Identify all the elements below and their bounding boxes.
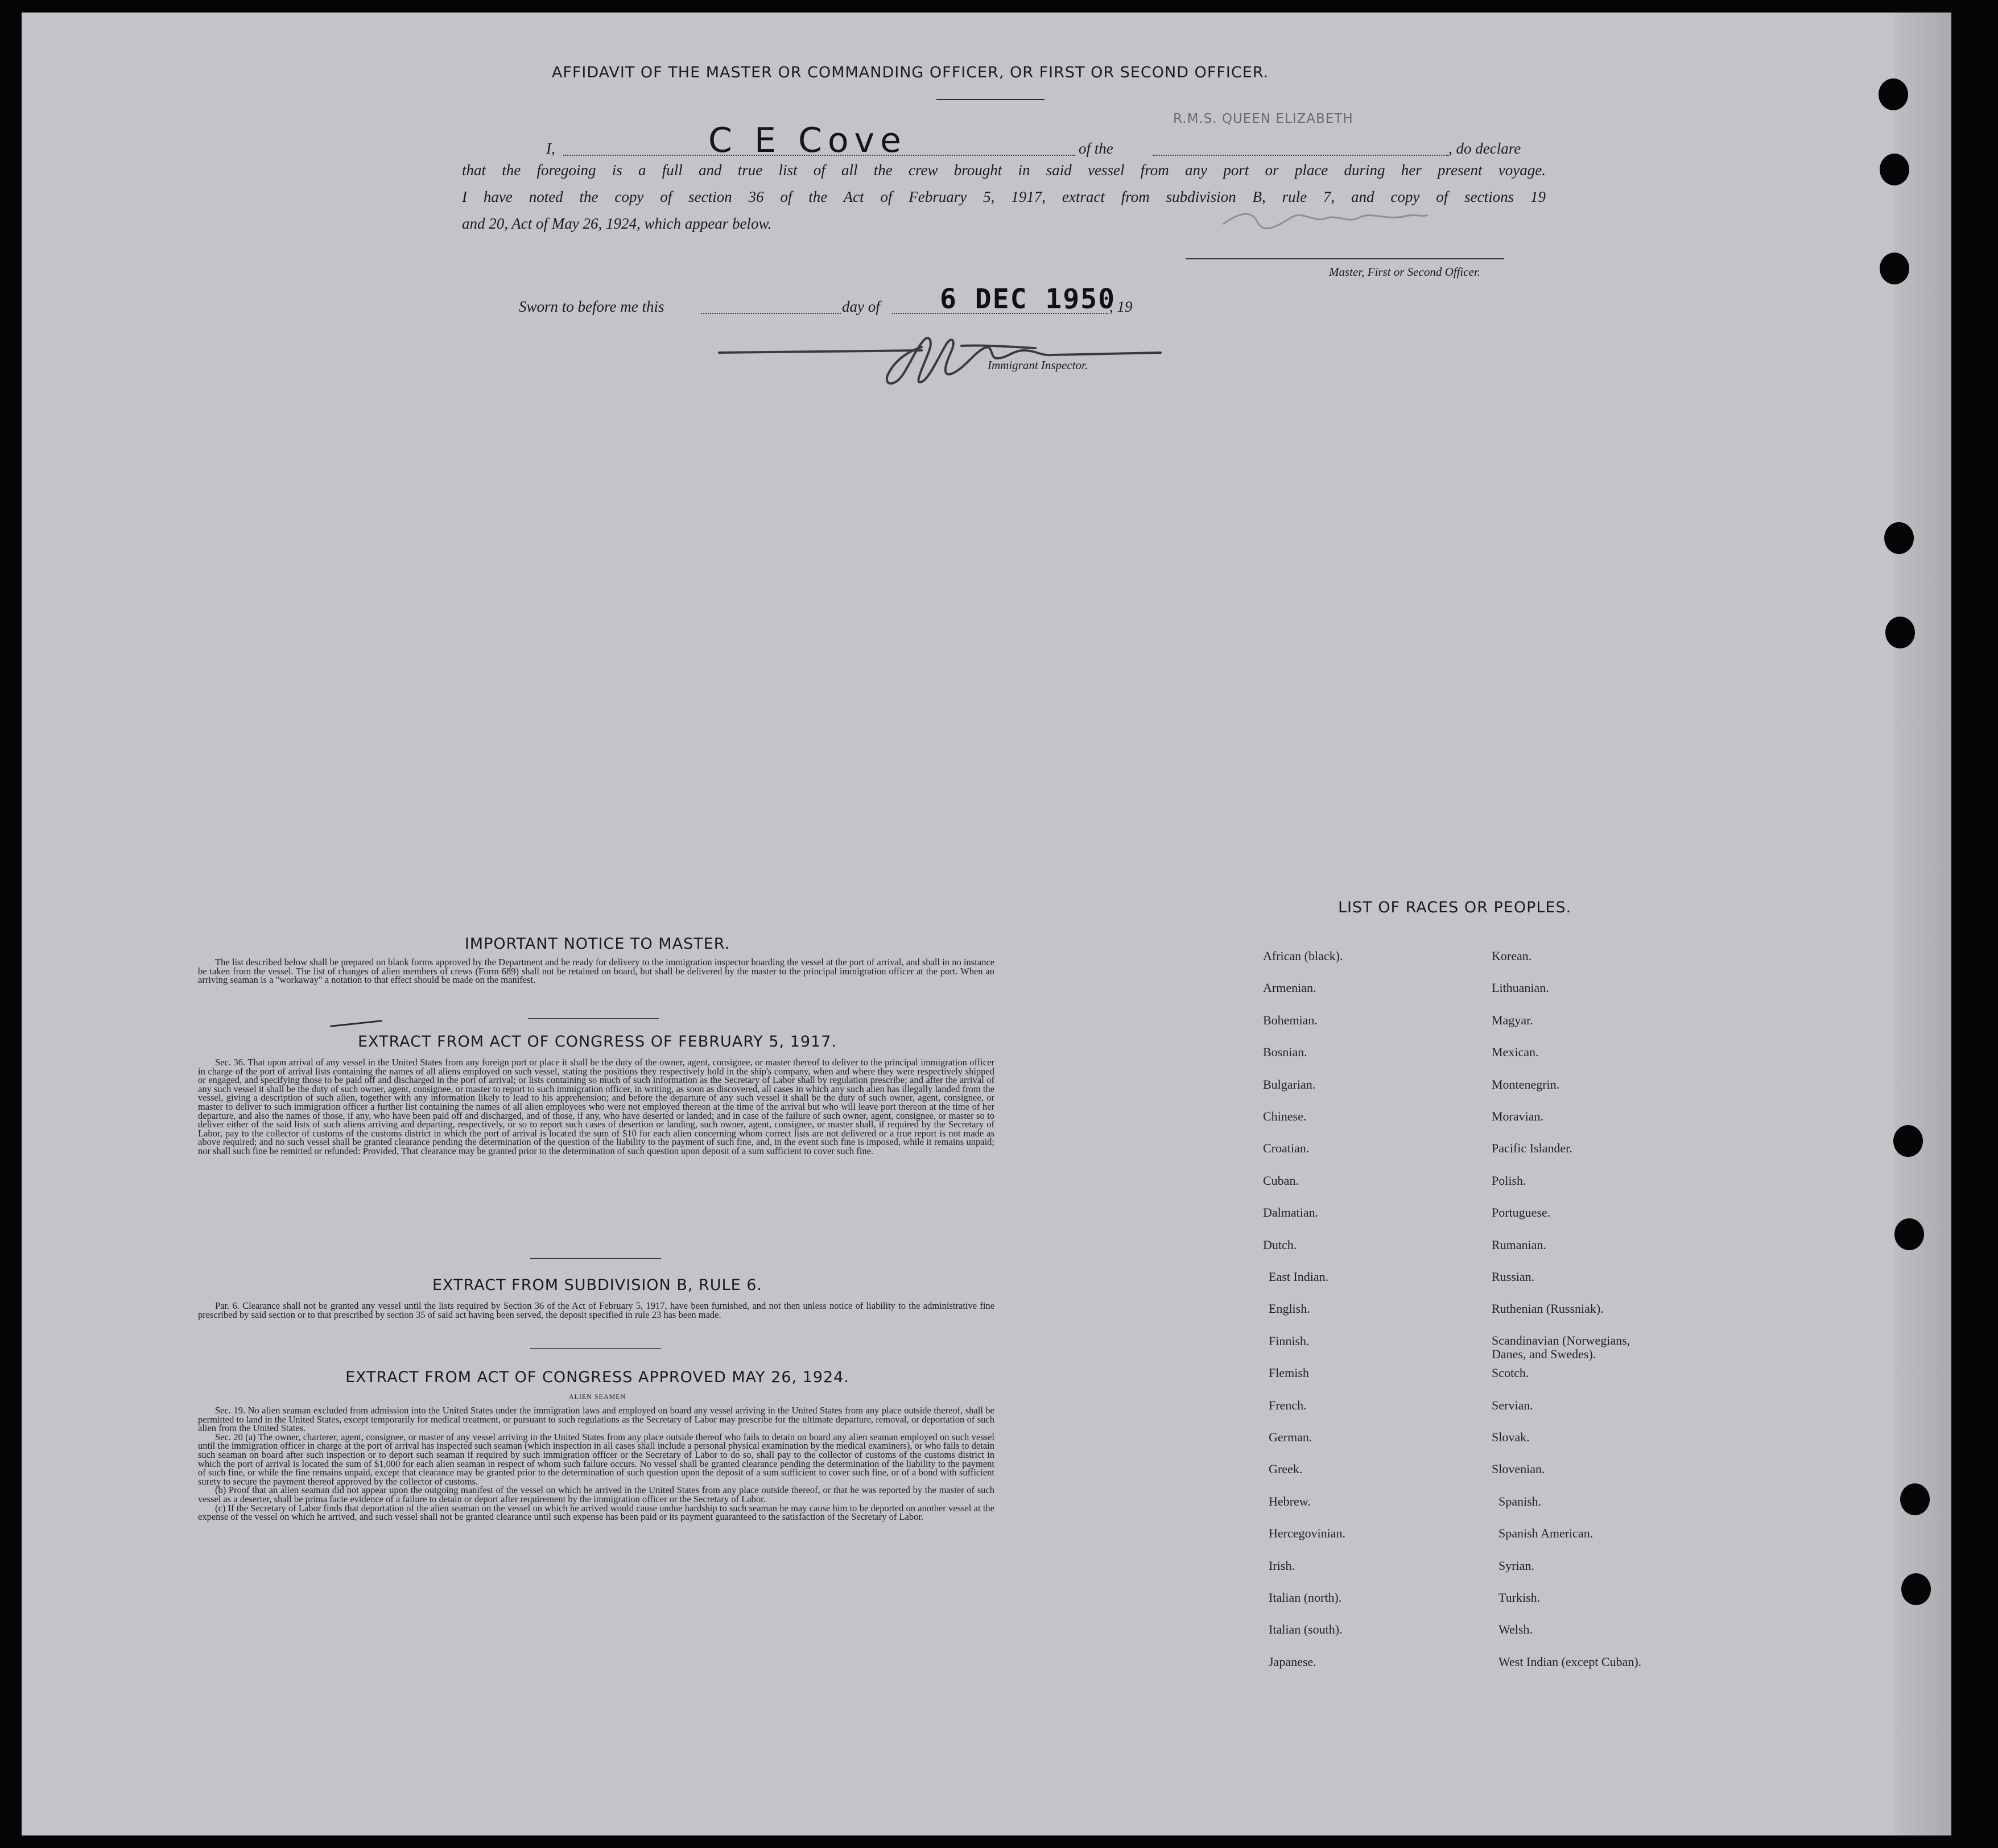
signature-label: Master, First or Second Officer. [1329, 265, 1480, 279]
race-item: Armenian. [1263, 981, 1316, 995]
day-blank [701, 313, 841, 314]
race-item: West Indian (except Cuban). [1498, 1654, 1642, 1669]
i-label: I, [546, 140, 555, 157]
extract-1924-body [198, 1406, 994, 1522]
race-item: Dalmatian. [1263, 1205, 1319, 1220]
race-item: Moravian. [1492, 1109, 1544, 1123]
race-item: Korean. [1492, 949, 1532, 963]
race-item: Spanish American. [1498, 1526, 1594, 1541]
race-item: Ruthenian (Russniak). [1492, 1301, 1604, 1316]
master-name-handwritten: C E Cove [708, 121, 907, 160]
extract-1917-paragraph: Sec. 36. That upon arrival of any vessel in the United States from any foreign port or place it shall be the duty of the owner, agent, consignee, or master thereof to deliver to the principal immigration officer in charge of the port of arrival lists containing the names of all aliens employed on such vessel, stating the positions they respectively hold in the ship's company, when and where they were respectively shipped or engaged, and specifying those to be paid off and discharged in the port of arrival; or lists containing so much of such information as the Secretary of Labor shall by regulation prescribe; and after the arrival of any such vessel it shall be the duty of such owner, agent, consignee, or master to report to such immigration officer, in writing, as soon as discovered, all cases in which any such alien has illegally landed from the vessel, giving a description of such alien, together with any information likely to lead to his apprehension; and before the departure of any such vessel it shall be the duty of such owner, agent, consignee, or master to deliver to such immigration officer a further list containing the names of all alien employees who were not employed thereon at the time of the arrival but who will leave port thereon at the time of her departure, and also the names of those, if any, who have been paid off and discharged, and of those, if any, who have deserted or landed; and in case of the failure of such owner, agent, consignee, or master so to deliver either of the said lists of such aliens arriving and departing, respectively, or so to report such cases of desertion or landing, such owner, agent, consignee, or master shall, if required by the Secretary of Labor, pay to the collector of customs of the customs district in which the port of arrival is located the sum of $10 for each alien concerning whom correct lists are not delivered or a true report is not made as above required; and no such vessel shall be granted clearance pending the determination of the question of the liability to the payment of such fine, and, in the event such fine is imposed, while it remains unpaid; nor shall such fine be remitted or refunded: Provided, That clearance may be granted prior to the determination of such question upon deposit of a sum sufficient to cover such fine. [198, 1057, 994, 1156]
section-20c-paragraph: (c) If the Secretary of Labor finds that deportation of the alien seaman on the vessel on which he arrived would cause undue hardship to such seaman he may cause him to be deported on another vessel at the expense of the vessel on which he arrived, and such vessel shall not be granted clearance until such expense has been paid or its payment guaranteed to the satisfaction of the Secretary of Labor. [198, 1502, 994, 1523]
race-item: Dutch. [1263, 1237, 1297, 1252]
section-20a-paragraph: Sec. 20 (a) The owner, charterer, agent, consignee, or master of any vessel arriving in the United States from any place outside thereof who fails to detain on board any alien seaman employed on such vessel until the immigration officer in charge at the port of arrival has inspected such seaman (which inspection in all cases shall include a personal physical examination by the medical examiners), or who fails to detain such seaman on board after such inspection or to deport such seaman if required by such immigration officer or the Secretary of Labor to do so, shall pay to the collector of customs of the customs district in which the port of arrival is located the sum of $1,000 for each alien seaman in respect of whom such failure occurs. No vessel shall be granted clearance pending the determination of the liability to the payment of such fine, or while the fine remains unpaid, except that clearance may be granted prior to the determination of such question upon the deposit of a sum sufficient to cover such fine, or of a bond with sufficient surety to secure the payment thereof approved by the collector of customs. [198, 1431, 994, 1487]
title-rule [936, 99, 1045, 100]
race-item: Slovenian. [1492, 1462, 1545, 1477]
race-item: Polish. [1492, 1173, 1526, 1188]
extract-1917-title: EXTRACT FROM ACT OF CONGRESS OF FEBRUARY 5, 1917. [358, 1033, 837, 1051]
page-right-edge [1894, 13, 1951, 1835]
race-item: Spanish. [1498, 1494, 1542, 1508]
race-item: Bulgarian. [1263, 1077, 1316, 1092]
race-item: Flemish [1269, 1366, 1309, 1380]
inspector-signature [717, 319, 1166, 392]
race-item: Hebrew. [1269, 1494, 1311, 1508]
race-item: Finnish. [1269, 1333, 1310, 1348]
race-item: Hercegovinian. [1269, 1526, 1345, 1541]
race-item: Bosnian. [1263, 1045, 1307, 1060]
signature-line [1186, 258, 1504, 259]
sworn-label: Sworn to before me this [519, 298, 664, 315]
race-item: Slovak. [1492, 1430, 1530, 1444]
race-item: Turkish. [1498, 1590, 1541, 1605]
punch-hole [1901, 1573, 1931, 1605]
affidavit-title: AFFIDAVIT OF THE MASTER OR COMMANDING OFFICER, OR FIRST OR SECOND OFFICER. [551, 64, 1269, 81]
do-declare-label: , do declare [1448, 140, 1521, 157]
race-item: German. [1269, 1430, 1312, 1444]
race-item: Chinese. [1263, 1109, 1307, 1123]
race-item: Russian. [1492, 1270, 1535, 1284]
section-19-paragraph: Sec. 19. No alien seaman excluded from admission into the United States under the immigration laws and employed on board any vessel arriving in the United States from any place outside thereof, shall be permitted to land in the United States, except temporarily for medical treatment, or pursuant to such regulations as the Secretary of Labor may prescribe for the ultimate departure, removal, or deportation of such alien from the United States. [198, 1405, 994, 1434]
rule6-paragraph: Par. 6. Clearance shall not be granted any vessel until the lists required by Section 36 of the Act of February 5, 1917, have been furnished, and not then unless notice of liability to the administrative fine prescribed by said section or to that prescribed by section 35 of said act having been served, the deposit specified in rule 23 has been made. [198, 1300, 994, 1320]
of-the-label: of the [1079, 140, 1113, 157]
punch-hole [1900, 1483, 1930, 1515]
section-divider [528, 1018, 659, 1019]
race-item: Croatian. [1263, 1141, 1310, 1156]
race-item: Irish. [1269, 1558, 1295, 1573]
notice-title: IMPORTANT NOTICE TO MASTER. [464, 935, 730, 953]
race-item: Japanese. [1269, 1654, 1316, 1669]
race-item: African (black). [1263, 949, 1343, 963]
day-of-label: day of [842, 298, 880, 315]
section-divider [530, 1348, 661, 1349]
race-item: Italian (north). [1269, 1590, 1342, 1605]
race-item: Lithuanian. [1492, 981, 1549, 995]
race-item: Portuguese. [1492, 1205, 1551, 1220]
rule6-body [198, 1301, 994, 1319]
vessel-name-stamp: R.M.S. QUEEN ELIZABETH [1173, 111, 1353, 126]
extract-1924-title: EXTRACT FROM ACT OF CONGRESS APPROVED MAY 26, 1924. [345, 1369, 849, 1386]
punch-hole [1884, 522, 1914, 554]
race-item: Scandinavian (Norwegians, Danes, and Swedes). [1492, 1333, 1630, 1361]
race-item: Magyar. [1492, 1012, 1533, 1027]
rule6-title: EXTRACT FROM SUBDIVISION B, RULE 6. [432, 1276, 762, 1294]
race-item: Pacific Islander. [1492, 1141, 1572, 1156]
extract-1917-body [198, 1058, 994, 1156]
section-divider [530, 1258, 661, 1259]
inspector-label: Immigrant Inspector. [988, 358, 1088, 372]
declaration-line-3: and 20, Act of May 26, 1924, which appear below. [462, 215, 772, 232]
punch-hole [1880, 154, 1909, 185]
section-20b-paragraph: (b) Proof that an alien seaman did not appear upon the outgoing manifest of the vessel on which he arrived in the United States from any place outside thereof, or that he was reported by the master of such vessel as a deserter, shall be prima facie evidence of a failure to detain or deport after requirement by the immigration officer or the Secretary of Labor. [198, 1485, 994, 1504]
notice-body [198, 958, 994, 985]
declaration-line-1: that the foregoing is a full and true list of all the crew brought in said vessel from any port or place during her present voyage. [462, 162, 1546, 179]
punch-hole [1893, 1125, 1923, 1157]
race-item: Syrian. [1498, 1558, 1534, 1573]
race-item: Rumanian. [1492, 1237, 1546, 1252]
notice-paragraph: The list described below shall be prepared on blank forms approved by the Department and be ready for delivery to the immigration inspector boarding the vessel at the port of arrival, and shall in no instance be taken from the vessel. The list of changes of alien members of crews (Form 689) shall not be retained on board, but shall be delivered by the master to the principal immigration officer at the port. When an arriving seaman is a "workaway" a notation to that effect should be made on the manifest. [198, 957, 994, 986]
alien-seamen-subtitle: ALIEN SEAMEN [568, 1392, 626, 1400]
punch-hole [1885, 617, 1915, 648]
race-item: Cuban. [1263, 1173, 1299, 1188]
punch-hole [1879, 78, 1908, 110]
punch-hole [1880, 253, 1909, 284]
race-item: Servian. [1492, 1398, 1533, 1412]
race-item: Bohemian. [1263, 1012, 1318, 1027]
race-item: Mexican. [1492, 1045, 1539, 1060]
punch-hole [1894, 1218, 1924, 1250]
year-suffix: , 19 [1109, 298, 1133, 315]
race-item: Welsh. [1498, 1622, 1533, 1637]
faint-signature [1217, 200, 1434, 234]
race-item: English. [1269, 1301, 1310, 1316]
sworn-date-stamp: 6 DEC 1950 [940, 283, 1116, 315]
race-item: Italian (south). [1269, 1622, 1343, 1637]
declaration-line-2: I have noted the copy of section 36 of the Act of February 5, 1917, extract from subdivision B, rule 7, and copy of sections 19 [462, 188, 1546, 205]
vessel-blank [1153, 155, 1448, 156]
races-title: LIST OF RACES OR PEOPLES. [1338, 899, 1572, 916]
race-item: Montenegrin. [1492, 1077, 1560, 1092]
race-item: Greek. [1269, 1462, 1303, 1477]
race-item: Scotch. [1492, 1366, 1529, 1380]
race-item: East Indian. [1269, 1270, 1329, 1284]
race-item: French. [1269, 1398, 1307, 1412]
